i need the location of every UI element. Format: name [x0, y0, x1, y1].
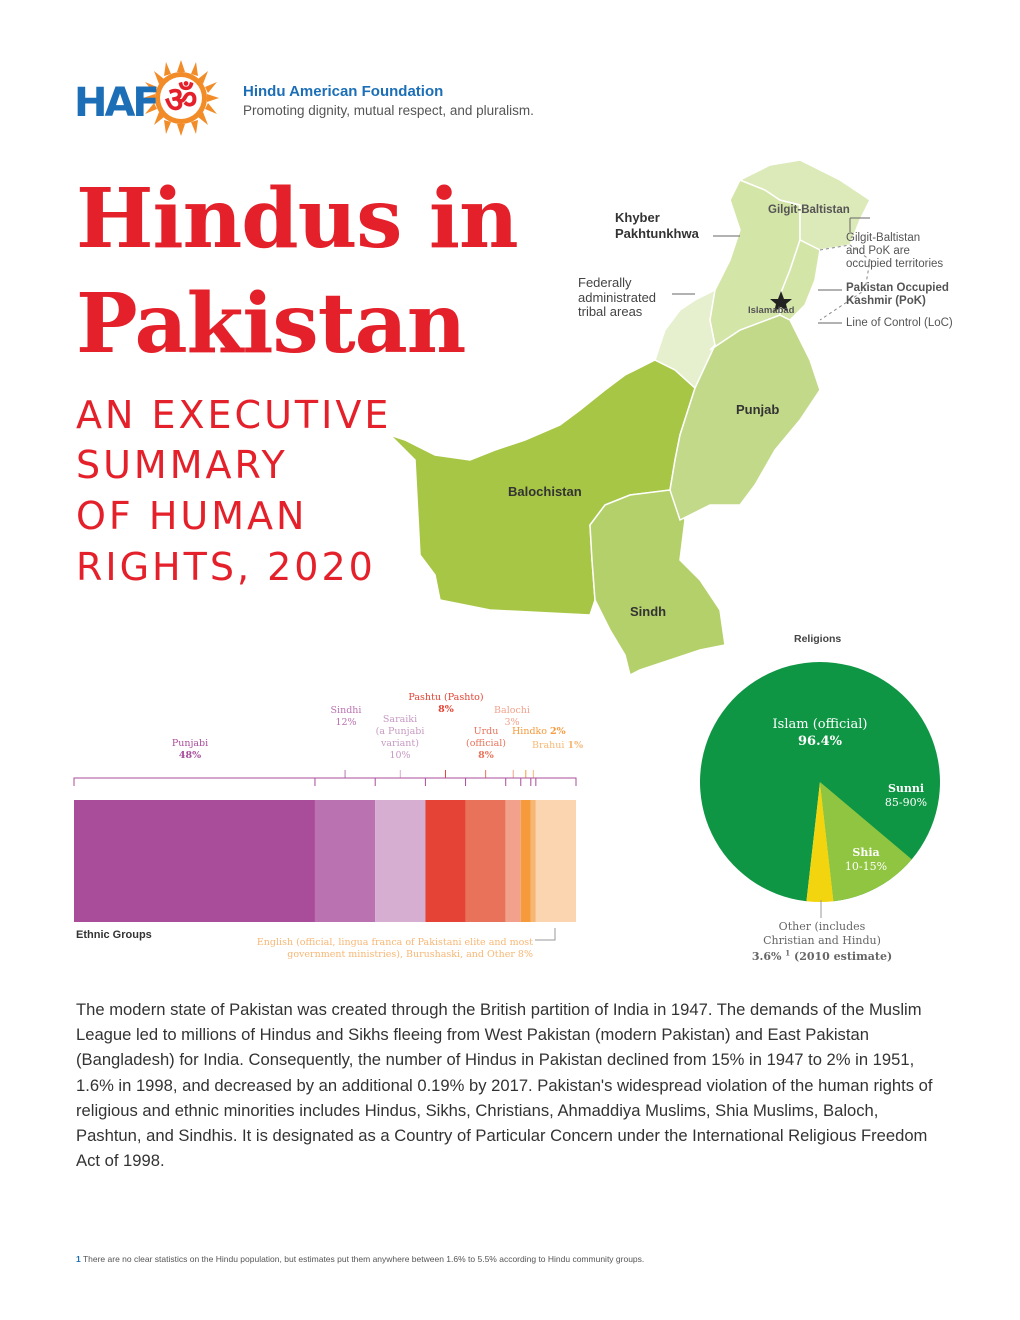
footnote-number: 1	[76, 1254, 81, 1264]
title-line-2: Pakistan	[76, 276, 466, 372]
bar-segment-pashtu	[425, 800, 465, 922]
ethnic-groups-chart	[70, 770, 582, 926]
label-sunni	[866, 782, 946, 811]
label-other-1: Other (includes	[778, 920, 866, 933]
label-brahui-pct: 1%	[567, 740, 584, 751]
logo-text: HAF	[74, 80, 157, 126]
label-gilgit-note-3: occupied territories	[846, 258, 944, 270]
label-sindh: Sindh	[630, 604, 667, 619]
label-english-1: English (official, lingua franca of Pakistani elite and most	[256, 937, 533, 948]
label-other-2: Christian and Hindu)	[763, 934, 881, 948]
label-balochi-pct: 3%	[504, 716, 520, 728]
label-pashtu	[396, 692, 496, 716]
label-urdu-1: Urdu	[473, 726, 499, 737]
label-shia-name: Shia	[852, 846, 880, 859]
label-gilgit-note-1: Gilgit-Baltistan	[846, 232, 921, 244]
label-sindhi-pct: 12%	[335, 716, 357, 728]
label-saraiki	[360, 714, 440, 762]
bar-segment-hindko	[521, 800, 531, 922]
label-brahui-name: Brahui	[532, 740, 565, 751]
label-fata-1: Federally	[578, 275, 632, 290]
label-khyber: Khyber	[615, 210, 660, 225]
bar-segment-balochi	[506, 800, 521, 922]
label-pashtu-name: Pashtu (Pashto)	[408, 692, 484, 703]
label-islam-pct: 96.4%	[797, 733, 842, 749]
label-brahui	[532, 740, 592, 752]
label-punjabi	[150, 738, 230, 762]
svg-text:ॐ: ॐ	[164, 80, 198, 121]
haf-logo	[74, 60, 219, 140]
label-english-other	[248, 937, 533, 961]
label-pok-1: Pakistan Occupied	[846, 282, 949, 294]
label-pakhtunkhwa: Pakhtunkhwa	[615, 226, 699, 241]
bar-segment-urdu	[466, 800, 506, 922]
label-punjab: Punjab	[736, 402, 780, 417]
label-saraiki-2: (a Punjabi	[375, 725, 425, 737]
bar-segment-sindhi	[315, 800, 375, 922]
label-fata-3: tribal areas	[578, 304, 643, 319]
label-punjabi-name: Punjabi	[171, 738, 209, 749]
label-shia-pct: 10-15%	[844, 860, 888, 874]
label-hindko-name: Hindko	[512, 726, 547, 737]
label-gilgit-note-2: and PoK are	[846, 245, 910, 257]
label-islam	[740, 717, 900, 751]
label-other-year: (2010 estimate)	[794, 950, 893, 964]
label-other-footnote-ref: 1	[785, 948, 791, 958]
label-islamabad: Islamabad	[748, 305, 795, 316]
label-urdu-pct: 8%	[478, 749, 494, 761]
label-pashtu-pct: 8%	[438, 703, 454, 715]
other-leader-line	[818, 900, 824, 920]
label-other-pct: 3.6%	[751, 950, 782, 964]
label-balochi-name: Balochi	[494, 705, 530, 716]
label-saraiki-3: variant)	[381, 737, 419, 749]
label-gilgit-baltistan: Gilgit-Baltistan	[768, 204, 850, 216]
english-leader-line	[535, 928, 560, 944]
ethnic-groups-title: Ethnic Groups	[76, 929, 152, 941]
label-other	[742, 920, 902, 965]
bar-segment-saraiki	[375, 800, 425, 922]
region-sindh	[590, 490, 725, 675]
label-english-2: government ministries), Burushaski, and Other 8%	[287, 948, 533, 960]
label-sunni-name: Sunni	[887, 782, 925, 795]
label-sunni-pct: 85-90%	[884, 796, 928, 810]
title-line-1: Hindus in	[76, 171, 518, 267]
label-fata-2: administrated	[578, 290, 657, 305]
label-balochistan: Balochistan	[508, 484, 582, 499]
subtitle-line-4: RIGHTS, 2020	[76, 545, 376, 589]
bar-segment-english-other	[536, 800, 576, 922]
bar-segment-punjabi	[74, 800, 315, 922]
label-saraiki-1: Saraiki	[382, 714, 418, 725]
subtitle-line-2: SUMMARY	[76, 443, 288, 487]
footnote	[76, 1254, 644, 1264]
body-paragraph: The modern state of Pakistan was created through the British partition of India in 1947. The demands of the Muslim League led to millions of Hindus and Sikhs fleeing from West Pakistan (modern Pakistan) and East Pakistan (Bangladesh) for India. Consequently, the number of Hindus in Pakistan declined from 15% in 1947 to 2% in 1951, 1.6% in 1998, and decreased by an additional 0.19% by 2017. Pakistan's widespread violation of the human rights of religious and ethnic minorities includes Hindus, Sikhs, Christians, Ahmaddiya Muslims, Shia Muslims, Baloch, Pashtun, and Sindhis. It is designated as a Country of Particular Concern under the International Religious Freedom Act of 1998.	[76, 1000, 933, 1171]
religions-title: Religions	[794, 633, 842, 645]
label-saraiki-pct: 10%	[389, 749, 411, 761]
subtitle-line-1: AN EXECUTIVE	[76, 393, 392, 437]
ethnic-bracket	[74, 778, 576, 786]
label-pok-2: Kashmir (PoK)	[846, 295, 926, 307]
org-tagline: Promoting dignity, mutual respect, and pluralism.	[243, 103, 534, 118]
bar-segment-brahui	[531, 800, 536, 922]
org-name: Hindu American Foundation	[243, 83, 444, 100]
label-loc: Line of Control (LoC)	[846, 317, 953, 329]
label-islam-name: Islam (official)	[772, 717, 868, 732]
label-sindhi-name: Sindhi	[330, 705, 362, 716]
label-hindko	[512, 726, 582, 738]
label-shia	[836, 846, 896, 875]
label-hindko-pct: 2%	[550, 726, 566, 737]
footnote-text: There are no clear statistics on the Hindu population, but estimates put them anywhere between 1.6% to 5.5% according to Hindu community groups.	[82, 1254, 645, 1264]
subtitle-line-3: OF HUMAN	[76, 494, 308, 538]
label-punjabi-pct: 48%	[178, 749, 202, 761]
label-urdu-2: (official)	[466, 737, 506, 749]
label-urdu	[456, 726, 516, 762]
